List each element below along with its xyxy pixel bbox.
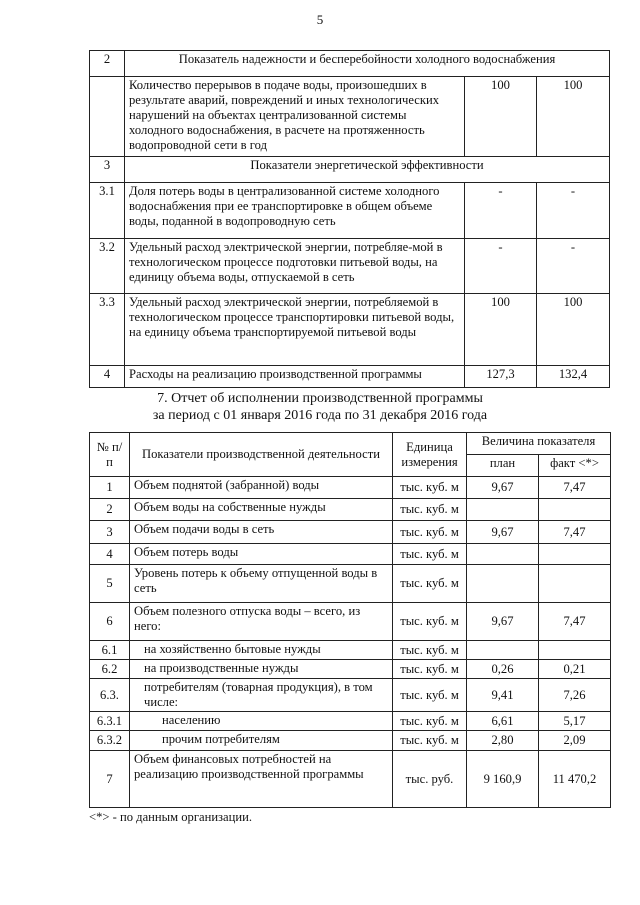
indicator-text: прочим потребителям bbox=[130, 731, 393, 751]
row-number: 3.1 bbox=[90, 183, 125, 239]
row-number: 3.3 bbox=[90, 294, 125, 366]
table-row bbox=[90, 521, 611, 544]
indicator-text: потребителям (товарная продукция), в том числе: bbox=[130, 679, 393, 712]
fact-value bbox=[539, 565, 611, 603]
fact-value: 2,09 bbox=[539, 731, 611, 751]
plan-value: 9,41 bbox=[467, 679, 539, 712]
fact-value bbox=[539, 499, 611, 521]
row-number: 2 bbox=[90, 499, 130, 521]
fact-value: 100 bbox=[537, 294, 610, 366]
table-row bbox=[90, 679, 611, 712]
row-number: 6.1 bbox=[90, 641, 130, 660]
header-num: № п/п bbox=[90, 433, 130, 477]
fact-value: 7,47 bbox=[539, 521, 611, 544]
indicator-text: Объем воды на собственные нужды bbox=[130, 499, 393, 521]
row-number: 4 bbox=[90, 544, 130, 565]
indicator-text: Удельный расход электрической энергии, потребляемой в технологическом процессе транспортировки питьевой воды, на единицу объема транспортируемой питьевой воды bbox=[125, 294, 465, 366]
row-number: 6.3. bbox=[90, 679, 130, 712]
fact-value: 7,47 bbox=[539, 477, 611, 499]
unit: тыс. куб. м bbox=[393, 544, 467, 565]
indicator-text: Объем потерь воды bbox=[130, 544, 393, 565]
row-number: 3 bbox=[90, 157, 125, 183]
fact-value: 11 470,2 bbox=[539, 751, 611, 808]
section-header: Показатели энергетической эффективности bbox=[125, 157, 610, 183]
plan-value: 9 160,9 bbox=[467, 751, 539, 808]
table-row bbox=[90, 157, 610, 183]
header-fact: факт <*> bbox=[539, 455, 611, 477]
table-row bbox=[90, 294, 610, 366]
section-header: Показатель надежности и бесперебойности холодного водоснабжения bbox=[125, 51, 610, 77]
unit: тыс. куб. м bbox=[393, 731, 467, 751]
row-number: 6.2 bbox=[90, 660, 130, 679]
row-number: 6.3.1 bbox=[90, 712, 130, 731]
section-title bbox=[0, 390, 640, 424]
fact-value: - bbox=[537, 239, 610, 294]
unit: тыс. куб. м bbox=[393, 565, 467, 603]
row-number: 3 bbox=[90, 521, 130, 544]
indicator-text: Объем финансовых потребностей на реализацию производственной программы bbox=[130, 751, 393, 808]
header-value: Величина показателя bbox=[467, 433, 611, 455]
plan-value: 9,67 bbox=[467, 521, 539, 544]
row-number: 6 bbox=[90, 603, 130, 641]
table-row bbox=[90, 544, 611, 565]
footnote: <*> - по данным организации. bbox=[89, 810, 252, 824]
unit: тыс. куб. м bbox=[393, 712, 467, 731]
plan-value bbox=[467, 641, 539, 660]
unit: тыс. куб. м bbox=[393, 641, 467, 660]
plan-value: - bbox=[465, 183, 537, 239]
indicator-text: на производственные нужды bbox=[130, 660, 393, 679]
indicator-text: на хозяйственно бытовые нужды bbox=[130, 641, 393, 660]
performance-indicators-table bbox=[89, 50, 610, 388]
section-title-line-1: 7. Отчет об исполнении производственной программы bbox=[157, 391, 483, 406]
indicator-text: Количество перерывов в подаче воды, произошедших в результате аварий, повреждений и иных технологических нарушений на объектах централизованной системы холодного водоснабжения, в расчете на протяженность водопроводной сети в год bbox=[125, 77, 465, 157]
plan-value: - bbox=[465, 239, 537, 294]
table-row bbox=[90, 77, 610, 157]
plan-value bbox=[467, 499, 539, 521]
table-row bbox=[90, 183, 610, 239]
indicator-text: Удельный расход электрической энергии, потребляе-мой в технологическом процессе подготовки питьевой воды, на единицу объема воды, отпускаемой в сеть bbox=[125, 239, 465, 294]
unit: тыс. куб. м bbox=[393, 603, 467, 641]
table-row bbox=[90, 477, 611, 499]
plan-value: 100 bbox=[465, 77, 537, 157]
unit: тыс. куб. м bbox=[393, 679, 467, 712]
indicator-text: Доля потерь воды в централизованной системе холодного водоснабжения при ее транспортировке в общем объеме воды, поданной в водопроводную сеть bbox=[125, 183, 465, 239]
row-number: 2 bbox=[90, 51, 125, 77]
unit: тыс. куб. м bbox=[393, 499, 467, 521]
table-row bbox=[90, 565, 611, 603]
row-number: 4 bbox=[90, 366, 125, 388]
row-number: 5 bbox=[90, 565, 130, 603]
unit: тыс. руб. bbox=[393, 751, 467, 808]
header-indicator: Показатели производственной деятельности bbox=[130, 433, 393, 477]
header-plan: план bbox=[467, 455, 539, 477]
table-row bbox=[90, 603, 611, 641]
fact-value bbox=[539, 641, 611, 660]
indicator-text: Расходы на реализацию производственной программы bbox=[125, 366, 465, 388]
plan-value: 0,26 bbox=[467, 660, 539, 679]
indicator-text: Объем поднятой (забранной) воды bbox=[130, 477, 393, 499]
indicator-text: Объем полезного отпуска воды – всего, из него: bbox=[130, 603, 393, 641]
row-number bbox=[90, 77, 125, 157]
table-row bbox=[90, 731, 611, 751]
plan-value: 6,61 bbox=[467, 712, 539, 731]
plan-value: 2,80 bbox=[467, 731, 539, 751]
fact-value: 7,26 bbox=[539, 679, 611, 712]
plan-value: 100 bbox=[465, 294, 537, 366]
row-number: 1 bbox=[90, 477, 130, 499]
row-number: 3.2 bbox=[90, 239, 125, 294]
table-row bbox=[90, 660, 611, 679]
section-title-line-2: за период с 01 января 2016 года по 31 декабря 2016 года bbox=[152, 408, 488, 423]
table-row bbox=[90, 366, 610, 388]
fact-value: 0,21 bbox=[539, 660, 611, 679]
table-row bbox=[90, 239, 610, 294]
page-number: 5 bbox=[316, 12, 324, 27]
indicator-text: Объем подачи воды в сеть bbox=[130, 521, 393, 544]
plan-value bbox=[467, 544, 539, 565]
plan-value bbox=[467, 565, 539, 603]
fact-value: 5,17 bbox=[539, 712, 611, 731]
row-number: 6.3.2 bbox=[90, 731, 130, 751]
fact-value: 7,47 bbox=[539, 603, 611, 641]
fact-value: - bbox=[537, 183, 610, 239]
table-row bbox=[90, 641, 611, 660]
plan-value: 127,3 bbox=[465, 366, 537, 388]
row-number: 7 bbox=[90, 751, 130, 808]
indicator-text: Уровень потерь к объему отпущенной воды в сеть bbox=[130, 565, 393, 603]
plan-value: 9,67 bbox=[467, 603, 539, 641]
program-execution-report-table bbox=[89, 432, 611, 808]
header-unit: Единица измерения bbox=[393, 433, 467, 477]
unit: тыс. куб. м bbox=[393, 521, 467, 544]
indicator-text: населению bbox=[130, 712, 393, 731]
table-row bbox=[90, 499, 611, 521]
unit: тыс. куб. м bbox=[393, 477, 467, 499]
plan-value: 9,67 bbox=[467, 477, 539, 499]
table-row bbox=[90, 712, 611, 731]
table-row bbox=[90, 751, 611, 808]
table-row bbox=[90, 51, 610, 77]
fact-value: 100 bbox=[537, 77, 610, 157]
fact-value bbox=[539, 544, 611, 565]
fact-value: 132,4 bbox=[537, 366, 610, 388]
unit: тыс. куб. м bbox=[393, 660, 467, 679]
